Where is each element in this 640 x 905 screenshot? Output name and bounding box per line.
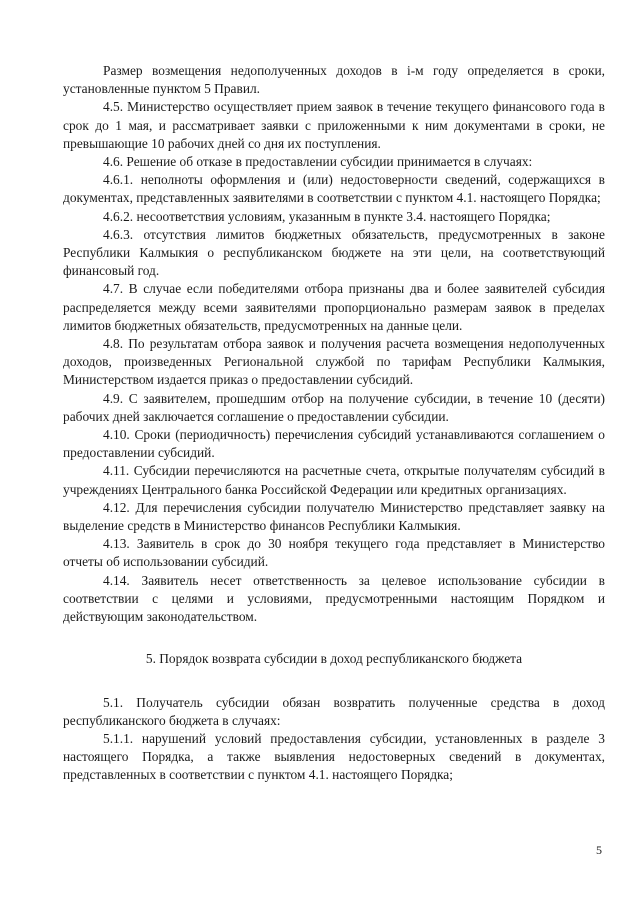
paragraph-4-6-1: 4.6.1. неполноты оформления и (или) недостоверности сведений, содержащихся в документах, представленных заявителями в соответствии с пунктом 4.1. настоящего Порядка; — [63, 172, 605, 206]
paragraph-4-11: 4.11. Субсидии перечисляются на расчетные счета, открытые получателям субсидий в учреждениях Центрального банка Российской Федерации или кредитных организациях. — [63, 463, 605, 497]
paragraph-5-1-1: 5.1.1. нарушений условий предоставления субсидии, установленных в разделе 3 настоящего Порядка, а также выявления недостоверных сведений в документах, представленных в соответствии с пунктом 4.1. настоящего Порядка; — [63, 730, 605, 783]
paragraph-4-13: 4.13. Заявитель в срок до 30 ноября текущего года представляет в Министерство отчеты об использовании субсидий. — [63, 536, 605, 570]
paragraph-compensation-size: Размер возмещения недополученных доходов в i-м году определяется в сроки, установленные пунктом 5 Правил. — [63, 63, 605, 97]
paragraph-5-1: 5.1. Получатель субсидии обязан возвратить полученные средства в доход республиканского бюджета в случаях: — [63, 694, 605, 728]
paragraph-4-6: 4.6. Решение об отказе в предоставлении субсидии принимается в случаях: — [103, 154, 533, 170]
paragraph-4-12: 4.12. Для перечисления субсидии получателю Министерство представляет заявку на выделение средств в Министерство финансов Республики Калмыкия. — [63, 499, 605, 534]
paragraph-4-14: 4.14. Заявитель несет ответственность за целевое использование субсидии в соответствии с целями и условиями, предусмотренными настоящим Порядком и действующим законодательством. — [63, 572, 605, 625]
paragraph-4-6-2: 4.6.2. несоответствия условиям, указанным в пункте 3.4. настоящего Порядка; — [103, 208, 551, 224]
paragraph-4-8: 4.8. По результатам отбора заявок и получения расчета возмещения недополученных доходов, произведенных Региональной службой по тарифам Республики Калмыкия, Министерством издается приказ о предоставлении субсидий. — [63, 336, 605, 388]
paragraph-4-7: 4.7. В случае если победителями отбора признаны два и более заявителей субсидия распределяется между всеми заявителями пропорционально размерам заявок в пределах лимитов бюджетных обязательств, предусмотренных на данные цели. — [63, 281, 605, 333]
paragraph-4-9: 4.9. С заявителем, прошедшим отбор на получение субсидии, в течение 10 (десяти) рабочих дней заключается соглашение о предоставлении субсидии. — [63, 390, 605, 424]
paragraph-4-6-3: 4.6.3. отсутствия лимитов бюджетных обязательств, предусмотренных в законе Республики Калмыкия о республиканском бюджете на эти цели, на соответствующий финансовый год. — [63, 226, 605, 279]
paragraph-4-5: 4.5. Министерство осуществляет прием заявок в течение текущего финансового года в срок до 1 мая, и рассматривает заявки с приложенными к ним документами в сроки, не превышающие 10 рабочих дней со дня их поступления. — [63, 99, 605, 151]
page-number: 5 — [596, 843, 602, 857]
document-page — [63, 62, 605, 785]
paragraph-4-10: 4.10. Сроки (периодичность) перечисления субсидий устанавливаются соглашением о предоставлении субсидий. — [63, 427, 605, 461]
section-heading: 5. Порядок возврата субсидии в доход республиканского бюджета — [145, 651, 523, 667]
